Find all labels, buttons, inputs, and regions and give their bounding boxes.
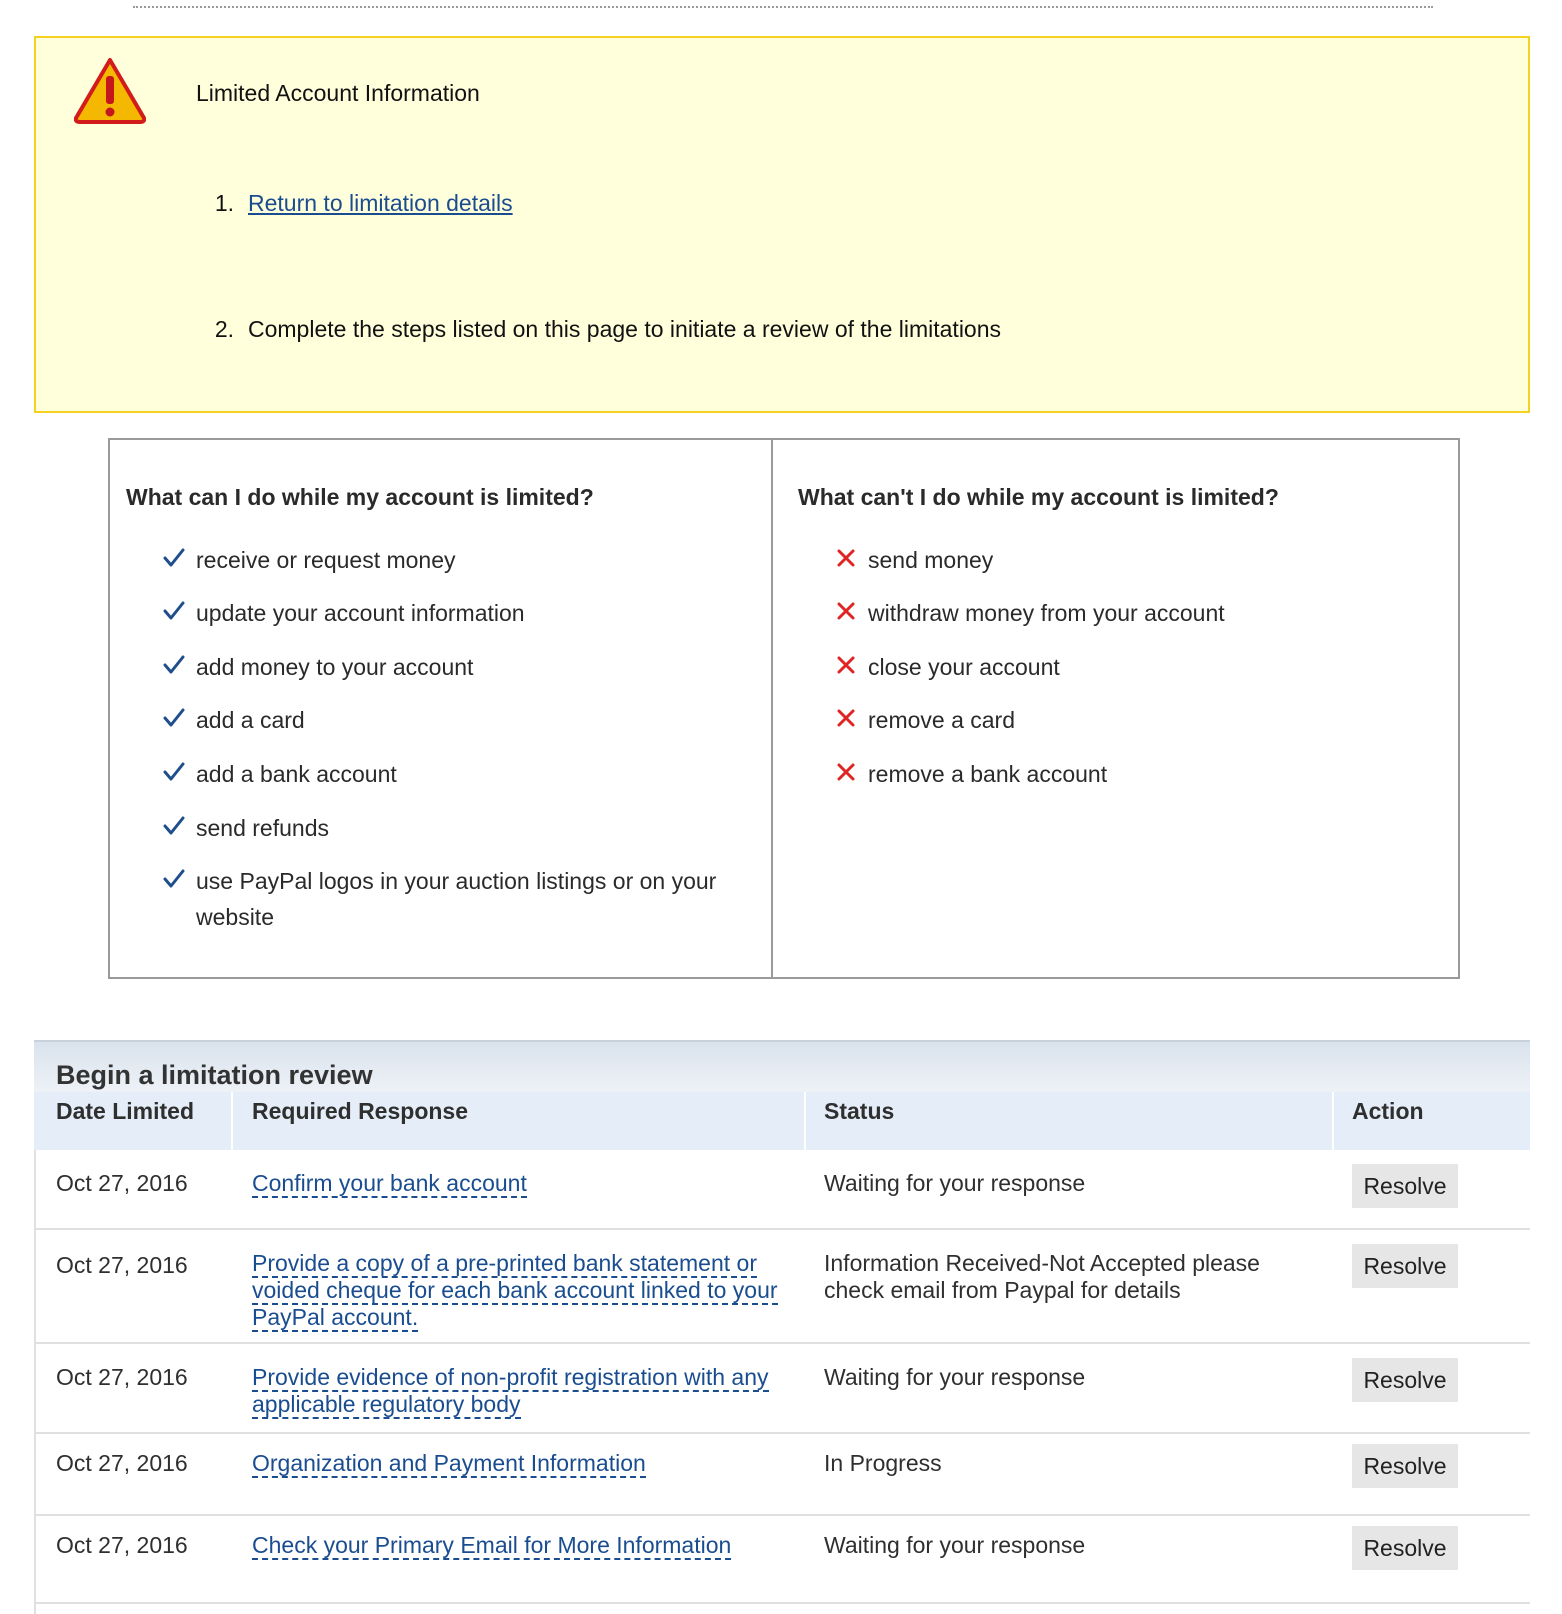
confirm-bank-account-link[interactable]: Confirm your bank account bbox=[252, 1170, 527, 1196]
provide-bank-statement-link[interactable]: Provide a copy of a pre-printed bank statement or voided cheque for each bank account linked to your PayPal account. bbox=[252, 1250, 778, 1330]
date-limited-cell: Oct 27, 2016 bbox=[56, 1170, 188, 1196]
organization-payment-info-link[interactable]: Organization and Payment Information bbox=[252, 1450, 646, 1476]
date-limited-cell: Oct 27, 2016 bbox=[56, 1532, 188, 1558]
can-do-column bbox=[126, 440, 756, 977]
column-header-required-response: Required Response bbox=[252, 1098, 468, 1124]
x-mark-icon bbox=[834, 599, 858, 623]
required-response-cell bbox=[252, 1170, 797, 1197]
column-divider bbox=[771, 440, 773, 977]
can-do-text: add a bank account bbox=[196, 761, 397, 787]
review-table-header bbox=[34, 1092, 1530, 1150]
column-header-date-limited: Date Limited bbox=[56, 1098, 195, 1124]
date-limited-cell: Oct 27, 2016 bbox=[56, 1364, 188, 1390]
step-text: Complete the steps listed on this page to initiate a review of the limitations bbox=[248, 316, 1002, 342]
provide-nonprofit-evidence-link[interactable]: Provide evidence of non-profit registration with any applicable regulatory body bbox=[252, 1364, 769, 1417]
table-row bbox=[34, 1344, 1530, 1434]
can-do-text: use PayPal logos in your auction listings or on your website bbox=[196, 868, 717, 930]
cannot-do-text: close your account bbox=[868, 654, 1060, 680]
checkmark-icon bbox=[162, 653, 186, 677]
can-do-text: receive or request money bbox=[196, 547, 456, 573]
can-do-text: add a card bbox=[196, 707, 305, 733]
resolve-button[interactable]: Resolve bbox=[1352, 1358, 1458, 1402]
cannot-do-text: remove a card bbox=[868, 707, 1016, 733]
can-do-text: update your account information bbox=[196, 600, 525, 626]
top-dotted-divider bbox=[133, 6, 1433, 8]
table-row bbox=[34, 1516, 1530, 1604]
review-header-bar bbox=[34, 1040, 1530, 1092]
x-mark-icon bbox=[834, 760, 858, 784]
header-separator bbox=[231, 1092, 233, 1150]
date-limited-cell: Oct 27, 2016 bbox=[56, 1252, 188, 1278]
required-response-cell bbox=[252, 1364, 797, 1418]
required-response-cell bbox=[252, 1450, 797, 1477]
cannot-do-heading: What can't I do while my account is limited? bbox=[798, 484, 1279, 510]
checkmark-icon bbox=[162, 706, 186, 730]
cannot-do-text: send money bbox=[868, 547, 994, 573]
x-mark-icon bbox=[834, 546, 858, 570]
review-title: Begin a limitation review bbox=[56, 1060, 373, 1090]
notice-step-2 bbox=[196, 316, 1001, 343]
checkmark-icon bbox=[162, 546, 186, 570]
checkmark-icon bbox=[162, 599, 186, 623]
resolve-button[interactable]: Resolve bbox=[1352, 1164, 1458, 1208]
status-cell: Waiting for your response bbox=[824, 1170, 1086, 1196]
header-separator bbox=[1332, 1092, 1334, 1150]
notice-step-1 bbox=[196, 190, 513, 217]
limited-account-notice bbox=[34, 36, 1530, 413]
table-row bbox=[34, 1150, 1530, 1230]
step-number: 2. bbox=[214, 316, 234, 342]
checkmark-icon bbox=[162, 814, 186, 838]
can-do-text: add money to your account bbox=[196, 654, 474, 680]
resolve-button[interactable]: Resolve bbox=[1352, 1526, 1458, 1570]
checkmark-icon bbox=[162, 867, 186, 891]
date-limited-cell: Oct 27, 2016 bbox=[56, 1450, 188, 1476]
required-response-cell bbox=[252, 1532, 797, 1559]
cannot-do-column bbox=[798, 440, 1438, 977]
cannot-do-text: remove a bank account bbox=[868, 761, 1108, 787]
step-number: 1. bbox=[214, 190, 234, 216]
status-cell: Information Received-Not Accepted please check email from Paypal for details bbox=[824, 1250, 1260, 1303]
notice-title: Limited Account Information bbox=[196, 80, 480, 106]
status-cell: Waiting for your response bbox=[824, 1532, 1086, 1558]
can-do-text: send refunds bbox=[196, 815, 329, 841]
status-cell: In Progress bbox=[824, 1450, 942, 1476]
limitation-review-section bbox=[34, 1040, 1530, 1614]
resolve-button[interactable]: Resolve bbox=[1352, 1444, 1458, 1488]
cannot-do-text: withdraw money from your account bbox=[868, 600, 1225, 626]
return-to-limitation-details-link[interactable]: Return to limitation details bbox=[248, 190, 513, 216]
warning-triangle-icon bbox=[74, 56, 146, 128]
x-mark-icon bbox=[834, 653, 858, 677]
table-row bbox=[34, 1230, 1530, 1344]
header-separator bbox=[804, 1092, 806, 1150]
checkmark-icon bbox=[162, 760, 186, 784]
column-header-action: Action bbox=[1352, 1098, 1424, 1124]
x-mark-icon bbox=[834, 706, 858, 730]
table-row bbox=[34, 1434, 1530, 1516]
status-cell: Waiting for your response bbox=[824, 1364, 1086, 1390]
resolve-button[interactable]: Resolve bbox=[1352, 1244, 1458, 1288]
can-do-heading: What can I do while my account is limited? bbox=[126, 484, 594, 510]
column-header-status: Status bbox=[824, 1098, 895, 1124]
account-permissions-box bbox=[108, 438, 1460, 979]
required-response-cell bbox=[252, 1250, 797, 1331]
check-primary-email-link[interactable]: Check your Primary Email for More Information bbox=[252, 1532, 732, 1558]
